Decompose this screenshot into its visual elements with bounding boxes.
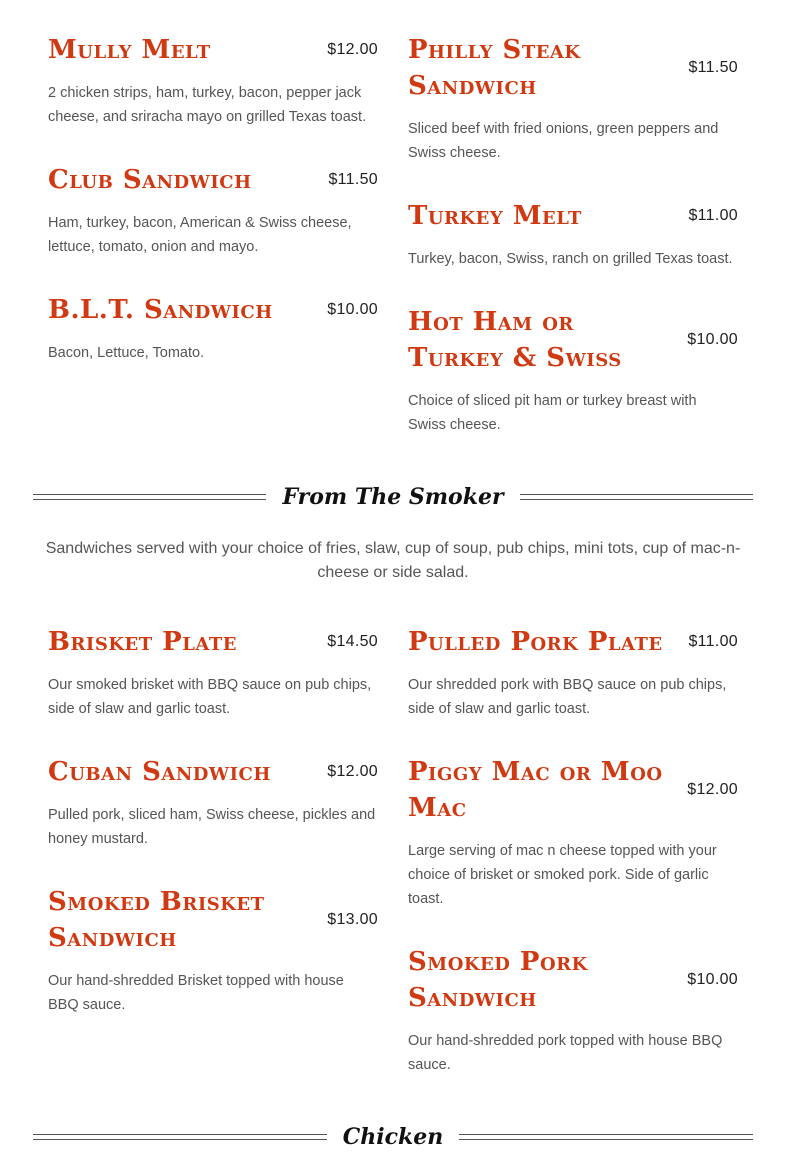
item-name: Hot Ham or Turkey & Swiss xyxy=(408,307,622,373)
item-price: $12.00 xyxy=(687,781,738,798)
item-name: Philly Steak Sandwich xyxy=(408,35,581,101)
item-name: Mully Melt xyxy=(48,35,211,65)
menu-item xyxy=(408,304,738,437)
item-price: $10.00 xyxy=(687,331,738,348)
menu-item xyxy=(48,884,378,1017)
item-price: $10.00 xyxy=(327,301,378,318)
item-description: Pulled pork, sliced ham, Swiss cheese, pickles and honey mustard. xyxy=(48,807,376,847)
section-title: Chicken xyxy=(342,1124,444,1150)
menu-item xyxy=(408,944,738,1077)
item-description: Our hand-shredded Brisket topped with house BBQ sauce. xyxy=(48,973,344,1013)
divider-rule xyxy=(33,1134,327,1140)
divider-rule xyxy=(520,494,753,500)
divider-rule xyxy=(459,1134,753,1140)
menu-column-right xyxy=(408,624,738,1110)
menu-column-left xyxy=(48,32,378,470)
menu-item xyxy=(48,32,378,129)
item-description: Bacon, Lettuce, Tomato. xyxy=(48,345,205,361)
smoker-grid xyxy=(48,624,738,1110)
section-note: Sandwiches served with your choice of fries, slaw, cup of soup, pub chips, mini tots, cup of mac-n-cheese or side salad. xyxy=(45,540,741,581)
menu-item xyxy=(48,624,378,721)
item-description: Our hand-shredded pork topped with house BBQ sauce. xyxy=(408,1033,723,1073)
item-name: B.L.T. Sandwich xyxy=(48,295,273,325)
item-description: Large serving of mac n cheese topped with your choice of brisket or smoked pork. Side of garlic toast. xyxy=(408,843,717,907)
item-price: $11.00 xyxy=(688,207,738,224)
item-name: Piggy Mac or Moo Mac xyxy=(408,757,663,823)
item-price: $12.00 xyxy=(327,763,378,780)
divider-rule xyxy=(33,494,266,500)
item-price: $12.00 xyxy=(327,41,378,58)
item-price: $13.00 xyxy=(327,911,378,928)
section-divider-chicken xyxy=(33,1117,753,1157)
menu-item xyxy=(408,754,738,911)
item-description: Sliced beef with fried onions, green peppers and Swiss cheese. xyxy=(408,121,719,161)
item-price: $11.00 xyxy=(688,633,738,650)
menu-item xyxy=(408,198,738,271)
item-description: Our smoked brisket with BBQ sauce on pub chips, side of slaw and garlic toast. xyxy=(48,677,372,717)
menu-column-right xyxy=(408,32,738,470)
menu-item xyxy=(408,32,738,165)
item-name: Brisket Plate xyxy=(48,627,237,657)
item-price: $10.00 xyxy=(687,971,738,988)
item-description: Ham, turkey, bacon, American & Swiss cheese, lettuce, tomato, onion and mayo. xyxy=(48,215,352,255)
item-price: $11.50 xyxy=(328,171,378,188)
menu-column-left xyxy=(48,624,378,1110)
menu-item xyxy=(48,292,378,365)
section-divider-smoker xyxy=(33,477,753,517)
item-name: Cuban Sandwich xyxy=(48,757,271,787)
section-title: From The Smoker xyxy=(282,484,504,510)
item-name: Club Sandwich xyxy=(48,165,252,195)
item-price: $14.50 xyxy=(327,633,378,650)
menu-item xyxy=(48,162,378,259)
item-price: $11.50 xyxy=(688,59,738,76)
menu-item xyxy=(408,624,738,721)
menu-item xyxy=(48,754,378,851)
item-description: Our shredded pork with BBQ sauce on pub chips, side of slaw and garlic toast. xyxy=(408,677,727,717)
sandwich-grid xyxy=(48,32,738,470)
item-description: 2 chicken strips, ham, turkey, bacon, pepper jack cheese, and sriracha mayo on grilled Texas toast. xyxy=(48,85,367,125)
item-description: Choice of sliced pit ham or turkey breast with Swiss cheese. xyxy=(408,393,697,433)
item-description: Turkey, bacon, Swiss, ranch on grilled Texas toast. xyxy=(408,251,733,267)
item-name: Smoked Pork Sandwich xyxy=(408,947,588,1013)
item-name: Pulled Pork Plate xyxy=(408,627,663,657)
item-name: Smoked Brisket Sandwich xyxy=(48,887,265,953)
item-name: Turkey Melt xyxy=(408,201,582,231)
